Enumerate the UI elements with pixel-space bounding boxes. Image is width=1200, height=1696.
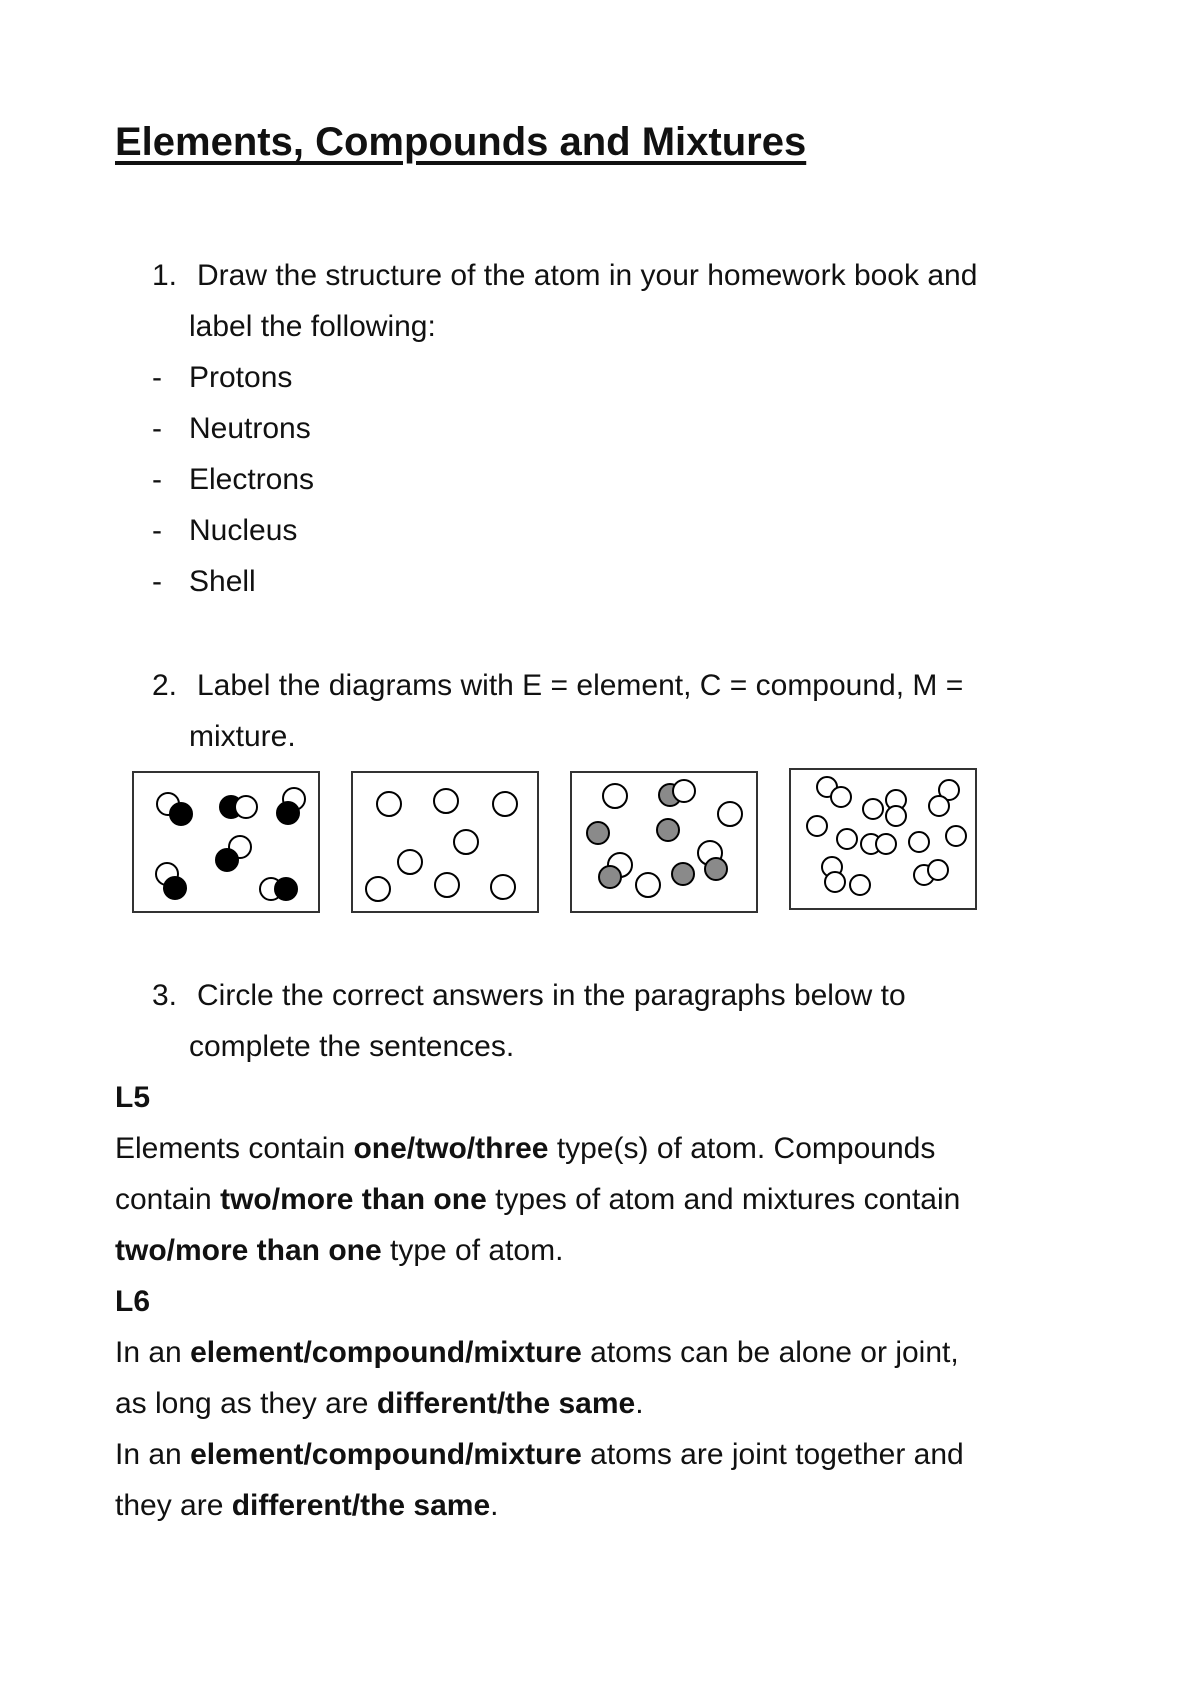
l5-text: type of atom.	[381, 1234, 564, 1267]
l6-choice-same-2[interactable]: different/the same	[231, 1489, 491, 1522]
q3-number: 3.	[152, 979, 178, 1012]
q1-text-line2: label the following:	[189, 310, 436, 343]
l6-text: they are	[115, 1489, 232, 1522]
l5-text: type(s) of atom. Compounds	[548, 1132, 936, 1165]
l5-heading: L5	[115, 1081, 151, 1114]
l6-heading: L6	[115, 1285, 151, 1318]
list-dash: -	[152, 514, 162, 547]
page-title: Elements, Compounds and Mixtures	[115, 120, 807, 164]
list-item-nucleus: Nucleus	[189, 514, 298, 547]
l6-sentence-line2	[115, 1378, 644, 1429]
q1-number: 1.	[152, 259, 178, 292]
l6-choice-substance-1[interactable]: element/compound/mixture	[190, 1336, 582, 1369]
q2-text-line1: Label the diagrams with E = element, C = compound, M =	[197, 669, 964, 702]
list-dash: -	[152, 565, 162, 598]
list-dash: -	[152, 412, 162, 445]
l6-text: In an	[115, 1438, 191, 1471]
l6-choice-substance-2[interactable]: element/compound/mixture	[190, 1438, 582, 1471]
l5-text: Elements contain	[115, 1132, 354, 1165]
list-item-shell: Shell	[189, 565, 256, 598]
q3-text-line2: complete the sentences.	[189, 1030, 515, 1063]
l5-sentence-line1	[115, 1123, 935, 1174]
l6-text: In an	[115, 1336, 191, 1369]
l6-choice-same-1[interactable]: different/the same	[376, 1387, 636, 1420]
l5-choice-compound-types[interactable]: two/more than one	[220, 1183, 487, 1216]
l6-text: .	[635, 1387, 644, 1420]
l5-choice-atom-types[interactable]: one/two/three	[353, 1132, 549, 1165]
l6-sentence-line4	[115, 1480, 498, 1531]
q1-text-line1: Draw the structure of the atom in your homework book and	[197, 259, 978, 292]
diagram-box-1[interactable]	[132, 771, 320, 913]
l5-sentence-line3	[115, 1225, 563, 1276]
l5-choice-mixture-types[interactable]: two/more than one	[115, 1234, 382, 1267]
q2-number: 2.	[152, 669, 178, 702]
l6-text: .	[490, 1489, 499, 1522]
diagram-box-4[interactable]	[789, 768, 977, 910]
q2-text-line2: mixture.	[189, 720, 296, 753]
l5-text: contain	[115, 1183, 221, 1216]
q3-text-line1: Circle the correct answers in the paragraphs below to	[197, 979, 906, 1012]
list-item-neutrons: Neutrons	[189, 412, 311, 445]
l5-text: types of atom and mixtures contain	[486, 1183, 961, 1216]
l6-sentence-line3	[115, 1429, 964, 1480]
list-dash: -	[152, 463, 162, 496]
list-item-protons: Protons	[189, 361, 293, 394]
diagram-box-2[interactable]	[351, 771, 539, 913]
l6-text: atoms are joint together and	[581, 1438, 964, 1471]
l6-text: atoms can be alone or joint,	[581, 1336, 959, 1369]
list-item-electrons: Electrons	[189, 463, 315, 496]
list-dash: -	[152, 361, 162, 394]
l6-text: as long as they are	[115, 1387, 377, 1420]
l6-sentence-line1	[115, 1327, 959, 1378]
diagram-box-3[interactable]	[570, 771, 758, 913]
l5-sentence-line2	[115, 1174, 960, 1225]
